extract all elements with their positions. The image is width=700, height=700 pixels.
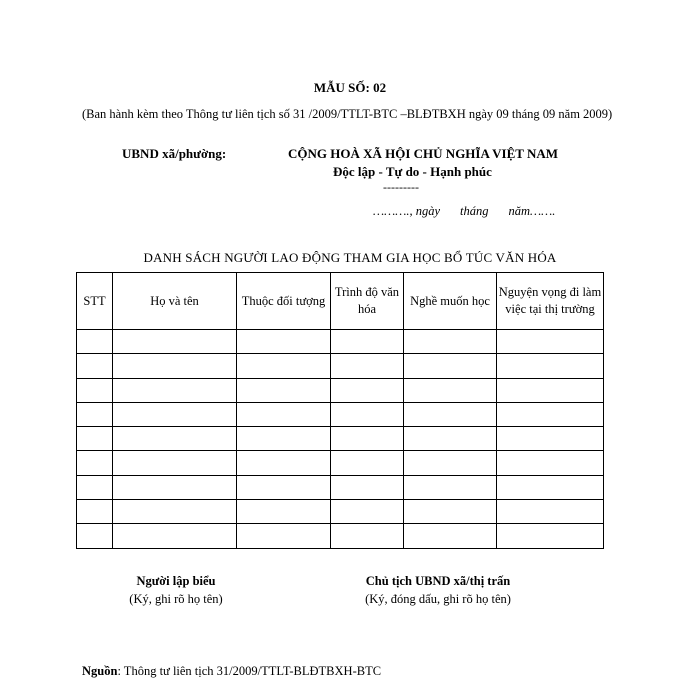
table-cell — [404, 378, 497, 402]
source-text: : Thông tư liên tịch 31/2009/TTLT-BLĐTBXH-BTC — [117, 664, 382, 678]
motto-rule: --------- — [383, 180, 419, 194]
table-cell — [237, 427, 331, 451]
date-line — [373, 204, 555, 219]
table-cell — [404, 475, 497, 499]
table-cell — [331, 354, 404, 378]
table-cell — [331, 427, 404, 451]
source-label: Nguồn — [82, 664, 118, 678]
table-cell — [331, 500, 404, 524]
header-full-name: Họ và tên — [113, 273, 237, 330]
header-desired-trade: Nghề muốn học — [404, 273, 497, 330]
table-row — [77, 402, 604, 426]
table-cell — [237, 500, 331, 524]
table-cell — [404, 354, 497, 378]
table-cell — [404, 402, 497, 426]
table-row — [77, 524, 604, 548]
table-cell — [77, 475, 113, 499]
preparer-note: (Ký, ghi rõ họ tên) — [129, 592, 223, 606]
table-row — [77, 500, 604, 524]
table-cell — [77, 330, 113, 354]
table-cell — [331, 378, 404, 402]
table-cell — [77, 524, 113, 548]
header-work-market: Nguyện vọng đi làm việc tại thị trường — [497, 273, 604, 330]
source-line — [82, 664, 381, 679]
table-cell — [113, 354, 237, 378]
table-cell — [113, 524, 237, 548]
chair-title: Chủ tịch UBND xã/thị trấn — [365, 574, 511, 588]
table-header-row — [77, 273, 604, 330]
table-row — [77, 427, 604, 451]
chair-signature-block — [338, 572, 538, 608]
header-education-level: Trình độ văn hóa — [331, 273, 404, 330]
table-cell — [331, 330, 404, 354]
header-stt: STT — [77, 273, 113, 330]
table-cell — [77, 451, 113, 475]
table-cell — [237, 378, 331, 402]
table-cell — [497, 354, 604, 378]
table-cell — [404, 330, 497, 354]
table-cell — [404, 427, 497, 451]
table-cell — [113, 500, 237, 524]
table-cell — [77, 427, 113, 451]
table-cell — [237, 330, 331, 354]
header-category: Thuộc đối tượng — [237, 273, 331, 330]
table-row — [77, 354, 604, 378]
nation-title: CỘNG HOÀ XÃ HỘI CHỦ NGHĨA VIỆT NAM — [288, 146, 559, 161]
table-cell — [113, 330, 237, 354]
table-row — [77, 330, 604, 354]
table-row — [77, 378, 604, 402]
table-row — [77, 451, 604, 475]
table-cell — [497, 330, 604, 354]
date-day: ………., ngày — [373, 204, 441, 218]
registry-table — [76, 272, 604, 549]
table-cell — [497, 475, 604, 499]
table-cell — [113, 402, 237, 426]
table-cell — [404, 524, 497, 548]
motto: Độc lập - Tự do - Hạnh phúc — [333, 164, 492, 179]
table-cell — [77, 402, 113, 426]
table-cell — [237, 475, 331, 499]
table-cell — [404, 451, 497, 475]
table-cell — [113, 427, 237, 451]
date-month: tháng — [460, 204, 489, 218]
table-cell — [113, 378, 237, 402]
table-cell — [237, 451, 331, 475]
table-cell — [237, 402, 331, 426]
table-cell — [497, 427, 604, 451]
table-cell — [77, 500, 113, 524]
table-body — [77, 330, 604, 549]
table-row — [77, 475, 604, 499]
table-cell — [113, 475, 237, 499]
table-cell — [237, 524, 331, 548]
table-cell — [497, 500, 604, 524]
issuance-note: (Ban hành kèm theo Thông tư liên tịch số 31 /2009/TTLT-BTC –BLĐTBXH ngày 09 tháng 09 năm 2009) — [82, 107, 613, 121]
table-cell — [404, 500, 497, 524]
table-cell — [331, 451, 404, 475]
preparer-title: Người lập biểu — [136, 574, 216, 588]
table-cell — [113, 451, 237, 475]
date-year: năm……. — [508, 204, 556, 218]
list-title: DANH SÁCH NGƯỜI LAO ĐỘNG THAM GIA HỌC BỔ TÚC VĂN HÓA — [143, 250, 557, 265]
table-cell — [497, 402, 604, 426]
table-cell — [77, 354, 113, 378]
table-cell — [237, 354, 331, 378]
table-cell — [77, 378, 113, 402]
table-cell — [331, 475, 404, 499]
table-cell — [497, 378, 604, 402]
form-code: MẪU SỐ: 02 — [313, 80, 387, 95]
authority-label: UBND xã/phường: — [122, 146, 227, 161]
table-cell — [497, 524, 604, 548]
table-cell — [331, 524, 404, 548]
table-cell — [497, 451, 604, 475]
preparer-signature-block — [86, 572, 266, 608]
table-cell — [331, 402, 404, 426]
chair-note: (Ký, đóng dấu, ghi rõ họ tên) — [365, 592, 511, 606]
